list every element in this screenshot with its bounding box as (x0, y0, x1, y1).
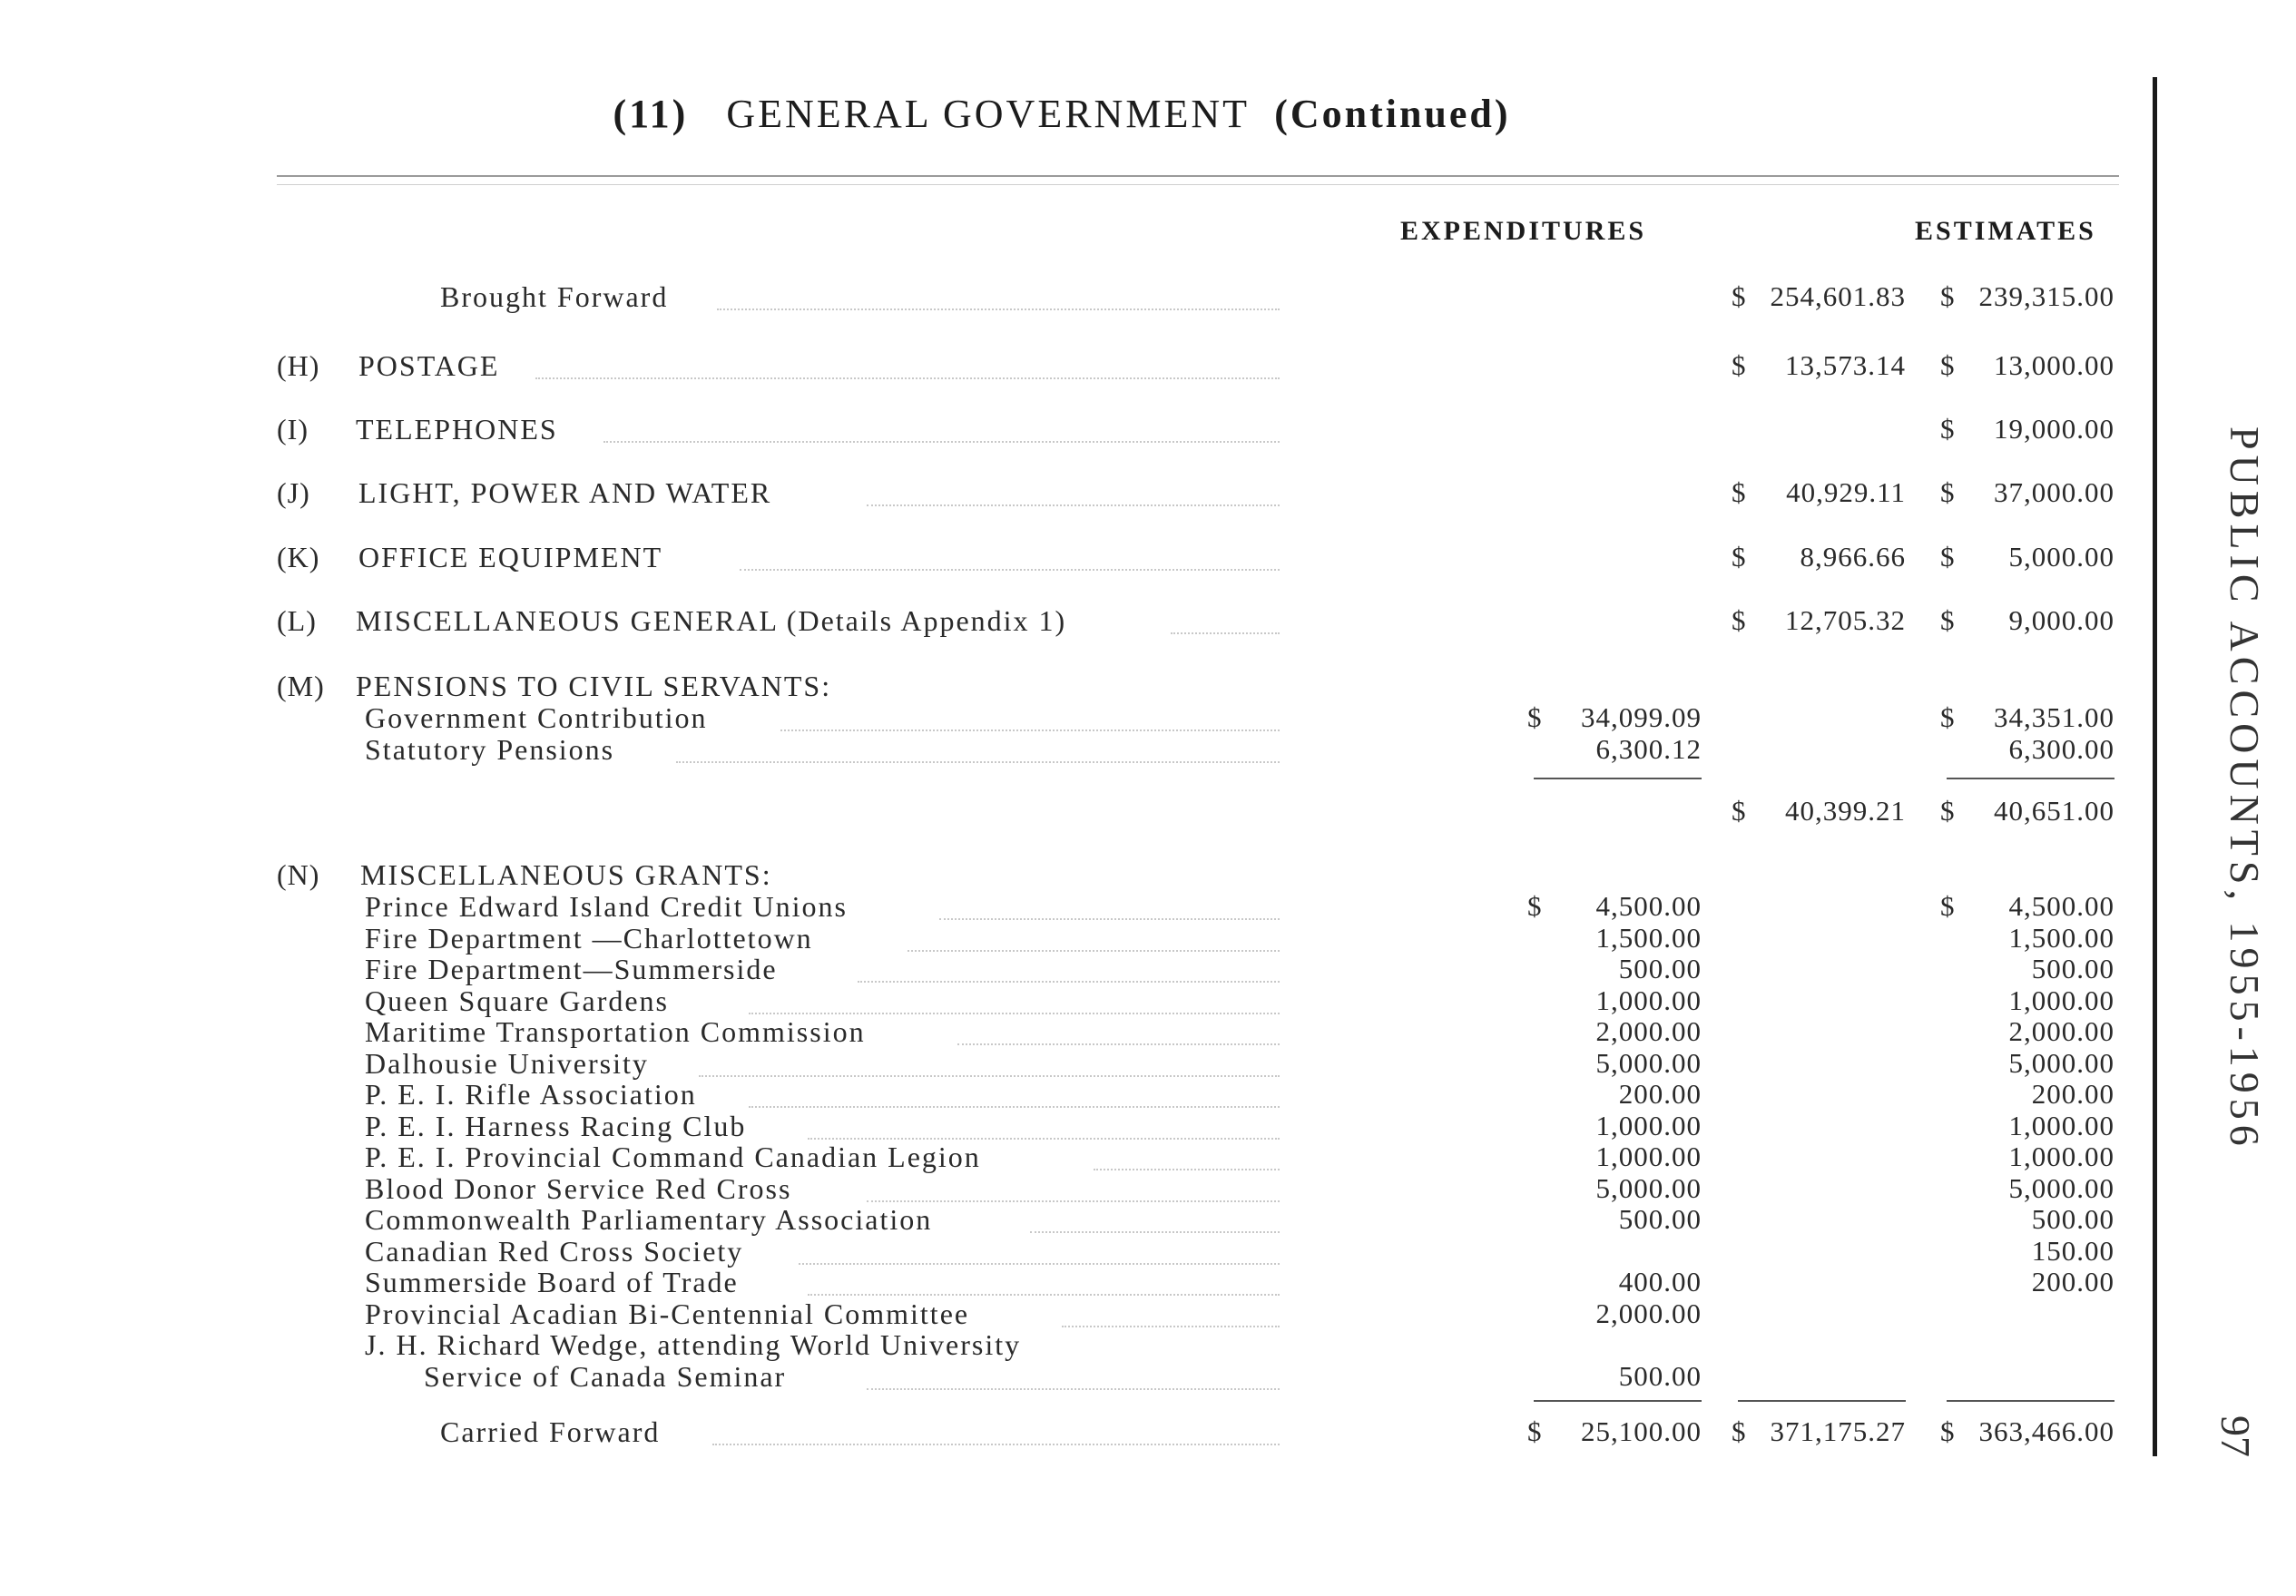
grant-item-label: Blood Donor Service Red Cross (365, 1172, 792, 1205)
leader-dots (535, 377, 1280, 379)
page-number (2214, 1415, 2269, 1488)
total-rule (1947, 1400, 2114, 1402)
grant-item-label: Fire Department—Summerside (365, 953, 778, 985)
grant-item-estimate: 1,000.00 (2008, 984, 2114, 1016)
column-heading-expenditures: EXPENDITURES (1400, 216, 1647, 246)
brought-forward-label: Brought Forward (440, 280, 669, 313)
dollar-sign: $ (1732, 1415, 1746, 1447)
leader-dots (799, 1263, 1280, 1265)
grant-item-label: Provincial Acadian Bi-Centennial Committee (365, 1297, 970, 1330)
carried-forward-detail: 25,100.00 (1581, 1415, 1702, 1447)
light-power-water-expenditure: 40,929.11 (1786, 476, 1906, 508)
grant-item-label: Canadian Red Cross Society (365, 1235, 744, 1268)
dollar-sign: $ (1527, 890, 1542, 922)
section-letter-n: (N) (277, 858, 320, 891)
brought-forward-expenditure: 254,601.83 (1770, 280, 1906, 312)
leader-dots (908, 950, 1280, 952)
leader-dots (1062, 1326, 1280, 1327)
grant-item-label: J. H. Richard Wedge, attending World University (365, 1328, 1022, 1361)
grant-item-estimate: 150.00 (2031, 1235, 2114, 1267)
grant-item-detail: 500.00 (1618, 1360, 1702, 1392)
dollar-sign: $ (1732, 795, 1746, 827)
grant-item-label: Prince Edward Island Credit Unions (365, 890, 848, 923)
grants-heading: MISCELLANEOUS GRANTS: (360, 858, 772, 891)
subtotal-rule (1534, 778, 1702, 779)
leader-dots (603, 441, 1280, 443)
grant-item-estimate: 2,000.00 (2008, 1015, 2114, 1047)
dollar-sign: $ (1527, 1415, 1542, 1447)
miscellaneous-general-estimate: 9,000.00 (2008, 604, 2114, 636)
grant-item-label: Fire Department —Charlottetown (365, 922, 813, 955)
grant-item-detail: 1,500.00 (1595, 922, 1702, 954)
grant-item-label: P. E. I. Harness Racing Club (365, 1110, 747, 1142)
carried-forward-label: Carried Forward (440, 1415, 661, 1448)
carried-forward-expenditure: 371,175.27 (1770, 1415, 1906, 1447)
dollar-sign: $ (1940, 795, 1955, 827)
grant-item-label: Dalhousie University (365, 1047, 649, 1080)
leader-dots (867, 504, 1280, 506)
grant-item-detail: 2,000.00 (1595, 1015, 1702, 1047)
total-rule (1738, 1400, 1906, 1402)
leader-dots (780, 729, 1280, 731)
light-power-water-estimate: 37,000.00 (1994, 476, 2114, 508)
leader-dots (1030, 1231, 1280, 1233)
grant-item-label: Queen Square Gardens (365, 984, 669, 1017)
leader-dots (740, 569, 1280, 571)
leader-dots (939, 918, 1280, 920)
grant-item-label: Commonwealth Parliamentary Association (365, 1203, 933, 1236)
pensions-heading: PENSIONS TO CIVIL SERVANTS: (356, 670, 832, 702)
running-head-text: PUBLIC ACCOUNTS, 1955-1956 (2222, 426, 2268, 1151)
grant-item-estimate: 5,000.00 (2008, 1172, 2114, 1204)
dollar-sign: $ (1940, 890, 1955, 922)
total-rule (1534, 1400, 1702, 1402)
brought-forward-estimate: 239,315.00 (1978, 280, 2114, 312)
dollar-sign: $ (1732, 349, 1746, 381)
office-equipment-estimate: 5,000.00 (2008, 541, 2114, 573)
dollar-sign: $ (1940, 280, 1955, 312)
section-letter-j: (J) (277, 476, 310, 509)
grant-item-label: P. E. I. Provincial Command Canadian Legion (365, 1141, 981, 1173)
dollar-sign: $ (1940, 413, 1955, 445)
leader-dots (749, 1013, 1280, 1014)
miscellaneous-general-expenditure: 12,705.32 (1785, 604, 1906, 636)
grant-item-label: Maritime Transportation Commission (365, 1015, 866, 1048)
title-main: GENERAL GOVERNMENT (726, 92, 1250, 136)
pension-item-detail: 34,099.09 (1581, 701, 1702, 733)
pensions-total-expenditure: 40,399.21 (1785, 795, 1906, 827)
grant-item-estimate: 5,000.00 (2008, 1047, 2114, 1079)
leader-dots (712, 1444, 1280, 1445)
dollar-sign: $ (1732, 280, 1746, 312)
telephones-estimate: 19,000.00 (1994, 413, 2114, 445)
grant-item-detail: 2,000.00 (1595, 1297, 1702, 1329)
leader-dots (808, 1138, 1280, 1140)
grant-item-estimate: 1,500.00 (2008, 922, 2114, 954)
section-label-light-power-water: LIGHT, POWER AND WATER (358, 476, 772, 509)
section-letter-i: (I) (277, 413, 309, 446)
leader-dots (867, 1200, 1280, 1202)
dollar-sign: $ (1940, 604, 1955, 636)
grant-item-detail: 200.00 (1618, 1078, 1702, 1110)
column-heading-estimates: ESTIMATES (1915, 216, 2096, 246)
grant-item-label: Summerside Board of Trade (365, 1266, 739, 1298)
grant-item-detail: 400.00 (1618, 1266, 1702, 1297)
pensions-total-estimate: 40,651.00 (1994, 795, 2114, 827)
section-letter-k: (K) (277, 541, 320, 573)
pension-item-estimate: 6,300.00 (2008, 733, 2114, 765)
grant-item-estimate: 1,000.00 (2008, 1141, 2114, 1172)
dollar-sign: $ (1940, 701, 1955, 733)
grant-item-label: Service of Canada Seminar (424, 1360, 787, 1393)
grant-item-detail: 5,000.00 (1595, 1172, 1702, 1204)
section-letter-m: (M) (277, 670, 325, 702)
grant-item-estimate: 200.00 (2031, 1266, 2114, 1297)
dollar-sign: $ (1940, 476, 1955, 508)
section-label-postage: POSTAGE (358, 349, 500, 382)
leader-dots (699, 1075, 1280, 1077)
section-label-telephones: TELEPHONES (356, 413, 558, 446)
page-title (0, 91, 2124, 137)
carried-forward-estimate: 363,466.00 (1978, 1415, 2114, 1447)
grant-item-detail: 1,000.00 (1595, 1110, 1702, 1141)
page-number-text: 97 (2213, 1415, 2259, 1457)
section-label-miscellaneous-general: MISCELLANEOUS GENERAL (Details Appendix 1) (356, 604, 1067, 637)
header-rule-secondary (277, 184, 2119, 185)
grant-item-estimate: 1,000.00 (2008, 1110, 2114, 1141)
grant-item-detail: 1,000.00 (1595, 1141, 1702, 1172)
pension-item-label: Statutory Pensions (365, 733, 615, 766)
running-head (2214, 426, 2287, 1151)
office-equipment-expenditure: 8,966.66 (1800, 541, 1906, 573)
grant-item-detail: 500.00 (1618, 953, 1702, 984)
grant-item-detail: 500.00 (1618, 1203, 1702, 1235)
pension-item-label: Government Contribution (365, 701, 708, 734)
leader-dots (749, 1106, 1280, 1108)
grant-item-estimate: 500.00 (2031, 953, 2114, 984)
leader-dots (717, 308, 1280, 310)
margin-bar (2153, 77, 2157, 1456)
dollar-sign: $ (1940, 349, 1955, 381)
postage-estimate: 13,000.00 (1994, 349, 2114, 381)
title-suffix: (Continued) (1274, 92, 1511, 136)
section-letter-h: (H) (277, 349, 320, 382)
dollar-sign: $ (1527, 701, 1542, 733)
grant-item-detail: 5,000.00 (1595, 1047, 1702, 1079)
header-rule (277, 175, 2119, 177)
leader-dots (808, 1294, 1280, 1296)
subtotal-rule (1947, 778, 2114, 779)
pension-item-estimate: 34,351.00 (1994, 701, 2114, 733)
title-prefix: (11) (613, 92, 689, 136)
postage-expenditure: 13,573.14 (1785, 349, 1906, 381)
grant-item-estimate: 200.00 (2031, 1078, 2114, 1110)
leader-dots (957, 1043, 1280, 1045)
dollar-sign: $ (1940, 1415, 1955, 1447)
section-letter-l: (L) (277, 604, 317, 637)
leader-dots (858, 981, 1280, 983)
dollar-sign: $ (1732, 476, 1746, 508)
leader-dots (1094, 1169, 1280, 1170)
grant-item-detail: 1,000.00 (1595, 984, 1702, 1016)
dollar-sign: $ (1732, 541, 1746, 573)
leader-dots (676, 761, 1280, 763)
dollar-sign: $ (1940, 541, 1955, 573)
grant-item-detail: 4,500.00 (1595, 890, 1702, 922)
section-label-office-equipment: OFFICE EQUIPMENT (358, 541, 663, 573)
leader-dots (1171, 632, 1280, 634)
dollar-sign: $ (1732, 604, 1746, 636)
pension-item-detail: 6,300.12 (1595, 733, 1702, 765)
leader-dots (867, 1388, 1280, 1390)
grant-item-estimate: 500.00 (2031, 1203, 2114, 1235)
grant-item-label: P. E. I. Rifle Association (365, 1078, 697, 1111)
grant-item-estimate: 4,500.00 (2008, 890, 2114, 922)
